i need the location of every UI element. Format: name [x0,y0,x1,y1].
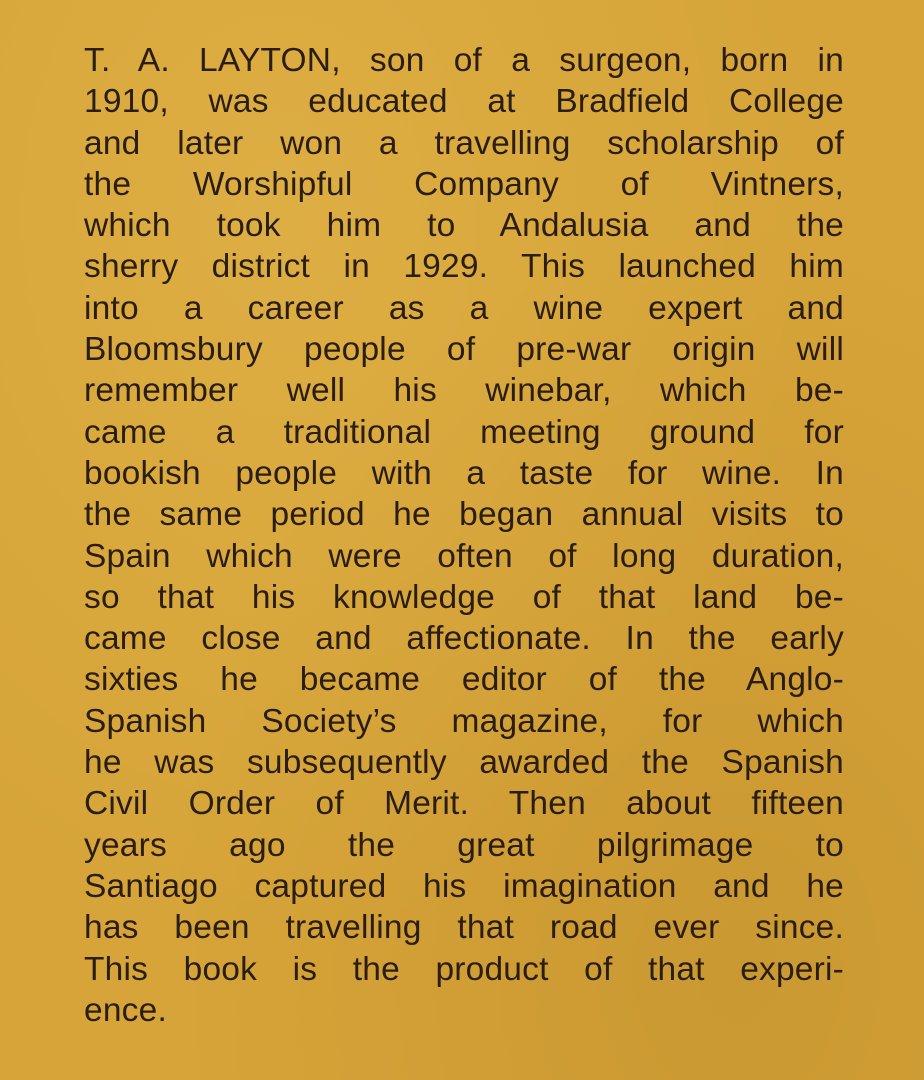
biography-line: remember well his winebar, which be- [84,372,844,410]
biography-line: 1910, was educated at Bradfield College [84,83,844,121]
biography-line: ence. [84,991,167,1029]
biography-line: sherry district in 1929. This launched him [84,248,844,286]
biography-line: Santiago captured his imagination and he [84,867,844,905]
biography-line: came a traditional meeting ground for [84,413,844,451]
biography-line: Bloomsbury people of pre-war origin will [84,331,844,369]
biography-line: Spanish Society’s magazine, for which [84,702,844,740]
biography-line: T. A. LAYTON, son of a surgeon, born in [84,42,844,79]
biography-line: Civil Order of Merit. Then about fifteen [84,785,844,823]
biography-line: years ago the great pilgrimage to [84,826,844,864]
biography-line: Spain which were often of long duration, [84,537,844,575]
biography-line: and later won a travelling scholarship of [84,124,844,162]
author-biography [84,40,844,1031]
biography-line: which took him to Andalusia and the [84,207,844,245]
biography-line: bookish people with a taste for wine. In [84,454,844,492]
biography-line: has been travelling that road ever since. [84,909,844,947]
biography-line: the Worshipful Company of Vintners, [84,165,844,203]
biography-line: he was subsequently awarded the Spanish [84,744,844,782]
biography-line: into a career as a wine expert and [84,289,844,327]
biography-line: so that his knowledge of that land be- [84,578,844,616]
biography-line: came close and affectionate. In the early [84,620,844,658]
biography-line: the same period he began annual visits to [84,496,844,534]
biography-line: sixties he became editor of the Anglo- [84,661,844,699]
biography-line: This book is the product of that experi- [84,950,844,988]
